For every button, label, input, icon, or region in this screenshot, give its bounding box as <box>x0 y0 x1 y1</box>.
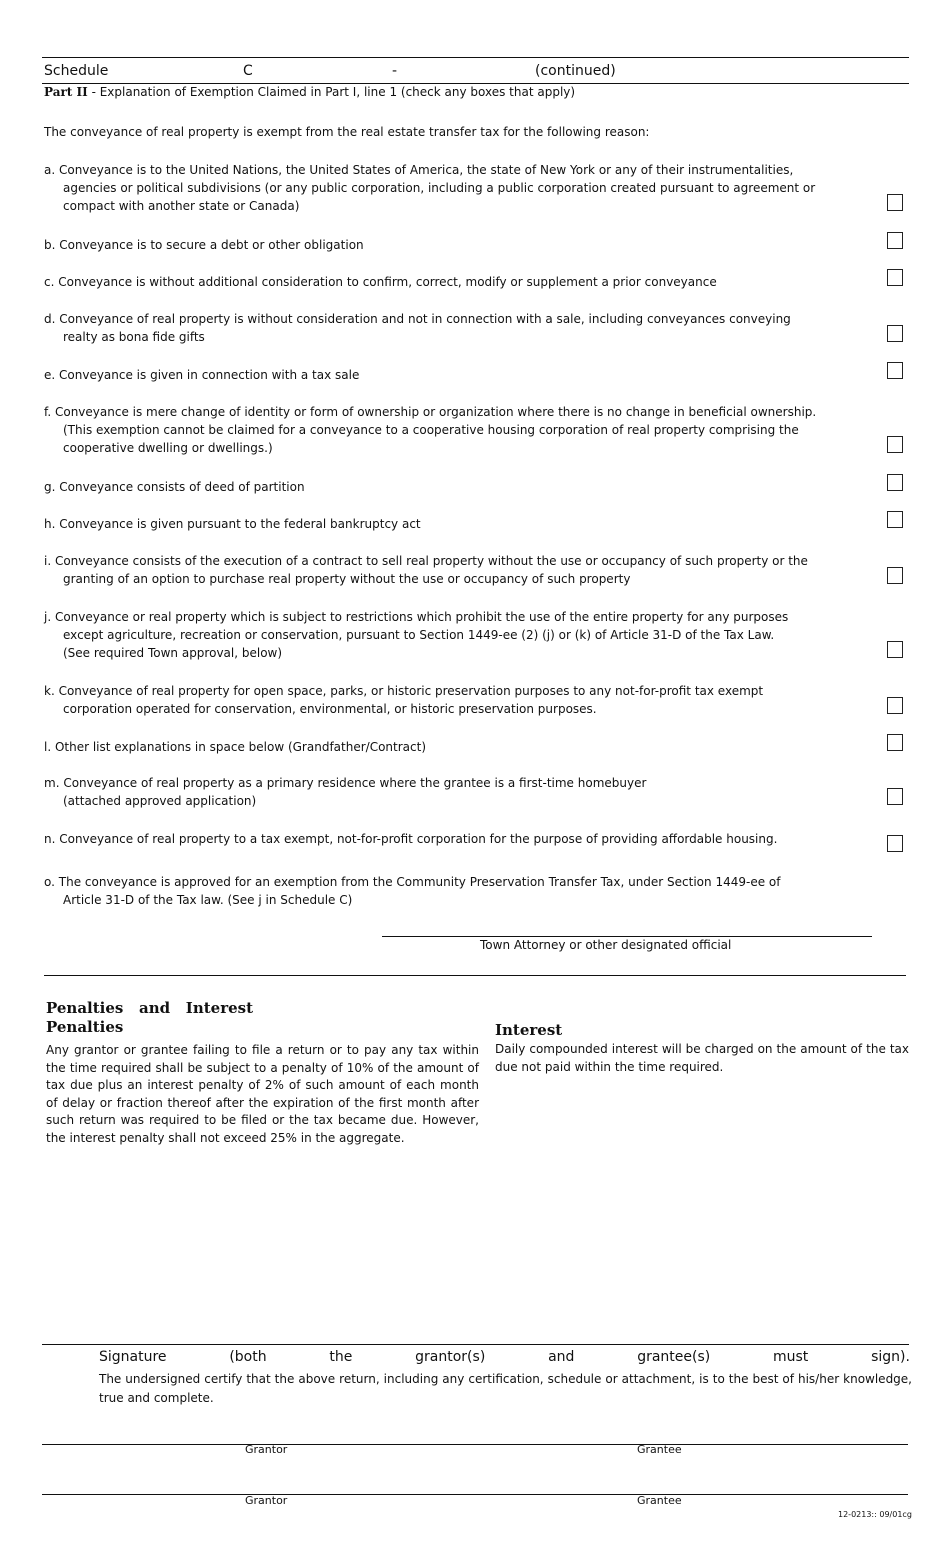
checkbox-j[interactable] <box>887 641 903 658</box>
exemption-item-e <box>44 366 874 384</box>
item-b-line1: b. Conveyance is to secure a debt or other obligation <box>44 238 364 252</box>
sig-word: and <box>548 1349 575 1365</box>
item-l-line1: l. Other list explanations in space below (Grandfather/Contract) <box>44 740 426 754</box>
item-f-line3: cooperative dwelling or dwellings.) <box>63 441 273 455</box>
checkbox-l[interactable] <box>887 734 903 751</box>
signature-rule <box>42 1344 909 1345</box>
item-a-line2: agencies or political subdivisions (or any public corporation, including a public corporation created pursuant to agreement or <box>63 181 816 195</box>
grantor-label-1: Grantor <box>245 1443 288 1456</box>
item-m-line1: m. Conveyance of real property as a primary residence where the grantee is a first-time homebuyer <box>44 776 647 790</box>
item-o-line2: Article 31-D of the Tax law. (See j in Schedule C) <box>63 893 353 907</box>
exemption-item-m <box>44 774 874 810</box>
exemption-item-o <box>44 873 874 909</box>
sig-word: the <box>329 1349 353 1365</box>
item-c-line1: c. Conveyance is without additional consideration to confirm, correct, modify or supplement a prior conveyance <box>44 275 717 289</box>
signature-line-2[interactable] <box>42 1494 908 1495</box>
town-official-signature-line[interactable] <box>382 936 872 937</box>
top-rule <box>42 57 909 58</box>
penalties-text: Any grantor or grantee failing to file a return or to pay any tax within the time required shall be subject to a penalty of 10% of the amount of tax due plus an interest penalty of 2% of such amount of each month of delay or fraction thereof after the expiration of the first month after such return was required to be filed or the tax became due. However, the interest penalty shall not exceed 25% in the aggregate. <box>46 1043 479 1145</box>
sig-word: grantee(s) <box>637 1349 711 1365</box>
town-official-label: Town Attorney or other designated official <box>480 938 732 952</box>
form-code: 12-0213:: 09/01cg <box>838 1510 912 1519</box>
interest-text: Daily compounded interest will be charged on the amount of the tax due not paid within the time required. <box>495 1042 909 1074</box>
item-e-line1: e. Conveyance is given in connection with a tax sale <box>44 368 360 382</box>
checkbox-f[interactable] <box>887 436 903 453</box>
signature-line-1[interactable] <box>42 1444 908 1445</box>
part2-intro: The conveyance of real property is exempt from the real estate transfer tax for the following reason: <box>44 125 650 139</box>
sig-word: (both <box>229 1349 267 1365</box>
checkbox-g[interactable] <box>887 474 903 491</box>
checkbox-b[interactable] <box>887 232 903 249</box>
grantee-label-1: Grantee <box>637 1443 682 1456</box>
checkbox-e[interactable] <box>887 362 903 379</box>
signature-heading <box>99 1349 910 1365</box>
item-h-line1: h. Conveyance is given pursuant to the federal bankruptcy act <box>44 517 421 531</box>
exemption-item-a <box>44 161 874 215</box>
item-j-line1: j. Conveyance or real property which is subject to restrictions which prohibit the use of the entire property for any purposes <box>44 610 789 624</box>
checkbox-n[interactable] <box>887 835 903 852</box>
checkbox-a[interactable] <box>887 194 903 211</box>
exemption-item-f <box>44 403 874 457</box>
certification-text: The undersigned certify that the above return, including any certification, schedule or attachment, is to the best of his/her knowledge, true and complete. <box>99 1372 912 1405</box>
exemption-item-n <box>44 830 874 848</box>
checkbox-c[interactable] <box>887 269 903 286</box>
item-f-line1: f. Conveyance is mere change of identity or form of ownership or organization where there is no change in beneficial ownership. <box>44 405 817 419</box>
item-f-line2: (This exemption cannot be claimed for a conveyance to a cooperative housing corporation of real property comprising the <box>63 423 799 437</box>
sig-word: grantor(s) <box>415 1349 486 1365</box>
checkbox-m[interactable] <box>887 788 903 805</box>
checkbox-k[interactable] <box>887 697 903 714</box>
exemption-item-b <box>44 236 874 254</box>
item-i-line2: granting of an option to purchase real property without the use or occupancy of such property <box>63 572 631 586</box>
continued-label: (continued) <box>535 63 616 79</box>
exemption-item-c <box>44 273 874 291</box>
sig-word: Signature <box>99 1349 167 1365</box>
item-d-line2: realty as bona fide gifts <box>63 330 205 344</box>
item-d-line1: d. Conveyance of real property is without consideration and not in connection with a sale, including conveyances conveying <box>44 312 791 326</box>
item-o-line1: o. The conveyance is approved for an exemption from the Community Preservation Transfer Tax, under Section 1449-ee of <box>44 875 781 889</box>
penalties-interest-heading: Penalties and Interest <box>46 999 254 1017</box>
checkbox-h[interactable] <box>887 511 903 528</box>
interest-heading: Interest <box>495 1021 563 1039</box>
item-g-line1: g. Conveyance consists of deed of partition <box>44 480 305 494</box>
item-j-line2: except agriculture, recreation or conservation, pursuant to Section 1449-ee (2) (j) or (k) of Article 31-D of the Tax Law. <box>63 628 775 642</box>
item-i-line1: i. Conveyance consists of the execution of a contract to sell real property without the use or occupancy of such property or the <box>44 554 808 568</box>
item-m-line2: (attached approved application) <box>63 794 257 808</box>
item-a-line3: compact with another state or Canada) <box>63 199 300 213</box>
item-a-line1: a. Conveyance is to the United Nations, the United States of America, the state of New York or any of their instrumentalities, <box>44 163 794 177</box>
sig-word: must <box>773 1349 809 1365</box>
exemption-item-d <box>44 310 874 346</box>
item-k-line2: corporation operated for conservation, environmental, or historic preservation purposes. <box>63 702 597 716</box>
grantor-label-2: Grantor <box>245 1494 288 1507</box>
item-j-line3: (See required Town approval, below) <box>63 646 283 660</box>
checkbox-d[interactable] <box>887 325 903 342</box>
schedule-dash: - <box>392 63 398 79</box>
section-rule <box>44 975 906 976</box>
sig-word: sign). <box>871 1349 910 1365</box>
item-k-line1: k. Conveyance of real property for open space, parks, or historic preservation purposes to any not-for-profit tax exempt <box>44 684 764 698</box>
penalties-heading: Penalties <box>46 1018 124 1036</box>
schedule-label: Schedule <box>44 63 109 79</box>
grantee-label-2: Grantee <box>637 1494 682 1507</box>
exemption-item-i <box>44 552 874 588</box>
exemption-item-j <box>44 608 874 662</box>
checkbox-i[interactable] <box>887 567 903 584</box>
exemption-item-g <box>44 478 874 496</box>
part2-title: Part II <box>44 85 88 99</box>
item-n-line1: n. Conveyance of real property to a tax exempt, not-for-profit corporation for the purpose of providing affordable housing. <box>44 832 778 846</box>
exemption-item-h <box>44 515 874 533</box>
part2-subtitle: - Explanation of Exemption Claimed in Part I, line 1 (check any boxes that apply) <box>87 85 576 99</box>
exemption-item-k <box>44 682 874 718</box>
schedule-letter: C <box>243 63 253 79</box>
exemption-item-l <box>44 738 874 756</box>
header-rule <box>42 83 909 84</box>
part2-heading <box>44 85 575 99</box>
